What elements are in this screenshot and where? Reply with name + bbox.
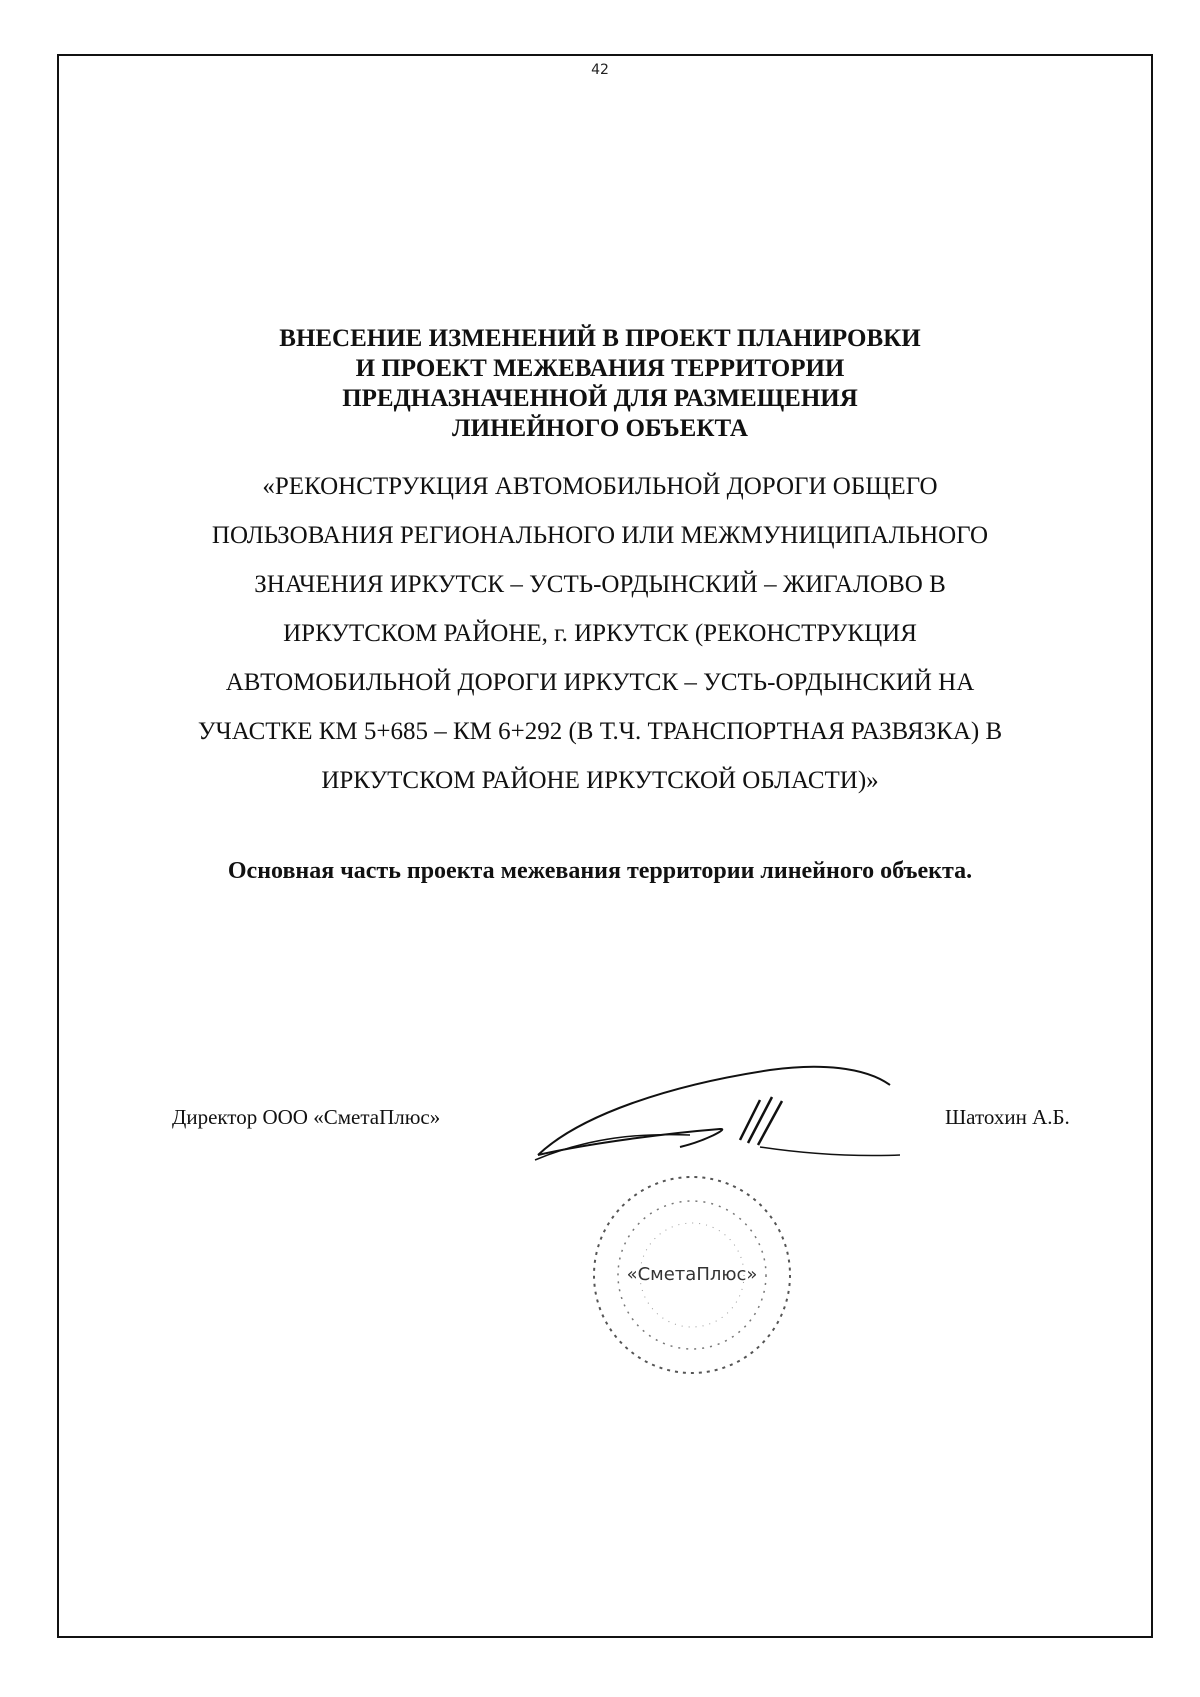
company-seal — [582, 1165, 802, 1385]
seal-label: «СметаПлюс» — [626, 1264, 758, 1285]
project-title-line: ЗНАЧЕНИЯ ИРКУТСК – УСТЬ-ОРДЫНСКИЙ – ЖИГАЛОВО В — [254, 571, 946, 598]
project-title-line: ПОЛЬЗОВАНИЯ РЕГИОНАЛЬНОГО ИЛИ МЕЖМУНИЦИПАЛЬНОГО — [211, 522, 989, 549]
section-title: Основная часть проекта межевания территории линейного объекта. — [227, 858, 973, 884]
project-title-line: ИРКУТСКОМ РАЙОНЕ ИРКУТСКОЙ ОБЛАСТИ)» — [321, 767, 879, 794]
project-title-line: АВТОМОБИЛЬНОЙ ДОРОГИ ИРКУТСК – УСТЬ-ОРДЫНСКИЙ НА — [225, 669, 975, 696]
heading-line: ВНЕСЕНИЕ ИЗМЕНЕНИЙ В ПРОЕКТ ПЛАНИРОВКИ — [279, 325, 921, 352]
page-number: 42 — [591, 62, 609, 78]
signatory-name: Шатохин А.Б. — [945, 1105, 1070, 1129]
project-title-line: ИРКУТСКОМ РАЙОНЕ, г. ИРКУТСК (РЕКОНСТРУКЦИЯ — [283, 620, 917, 647]
document-heading — [120, 324, 1080, 444]
project-title — [120, 462, 1080, 805]
heading-line: ПРЕДНАЗНАЧЕННОЙ ДЛЯ РАЗМЕЩЕНИЯ — [342, 385, 858, 412]
signatory-position: Директор ООО «СметаПлюс» — [172, 1105, 441, 1129]
project-title-line: «РЕКОНСТРУКЦИЯ АВТОМОБИЛЬНОЙ ДОРОГИ ОБЩЕГО — [262, 473, 938, 500]
project-title-line: УЧАСТКЕ КМ 5+685 – КМ 6+292 (В Т.Ч. ТРАНСПОРТНАЯ РАЗВЯЗКА) В — [197, 718, 1003, 745]
heading-line: И ПРОЕКТ МЕЖЕВАНИЯ ТЕРРИТОРИИ — [355, 355, 845, 382]
heading-line: ЛИНЕЙНОГО ОБЪЕКТА — [452, 415, 748, 442]
page-border — [57, 54, 1153, 1638]
